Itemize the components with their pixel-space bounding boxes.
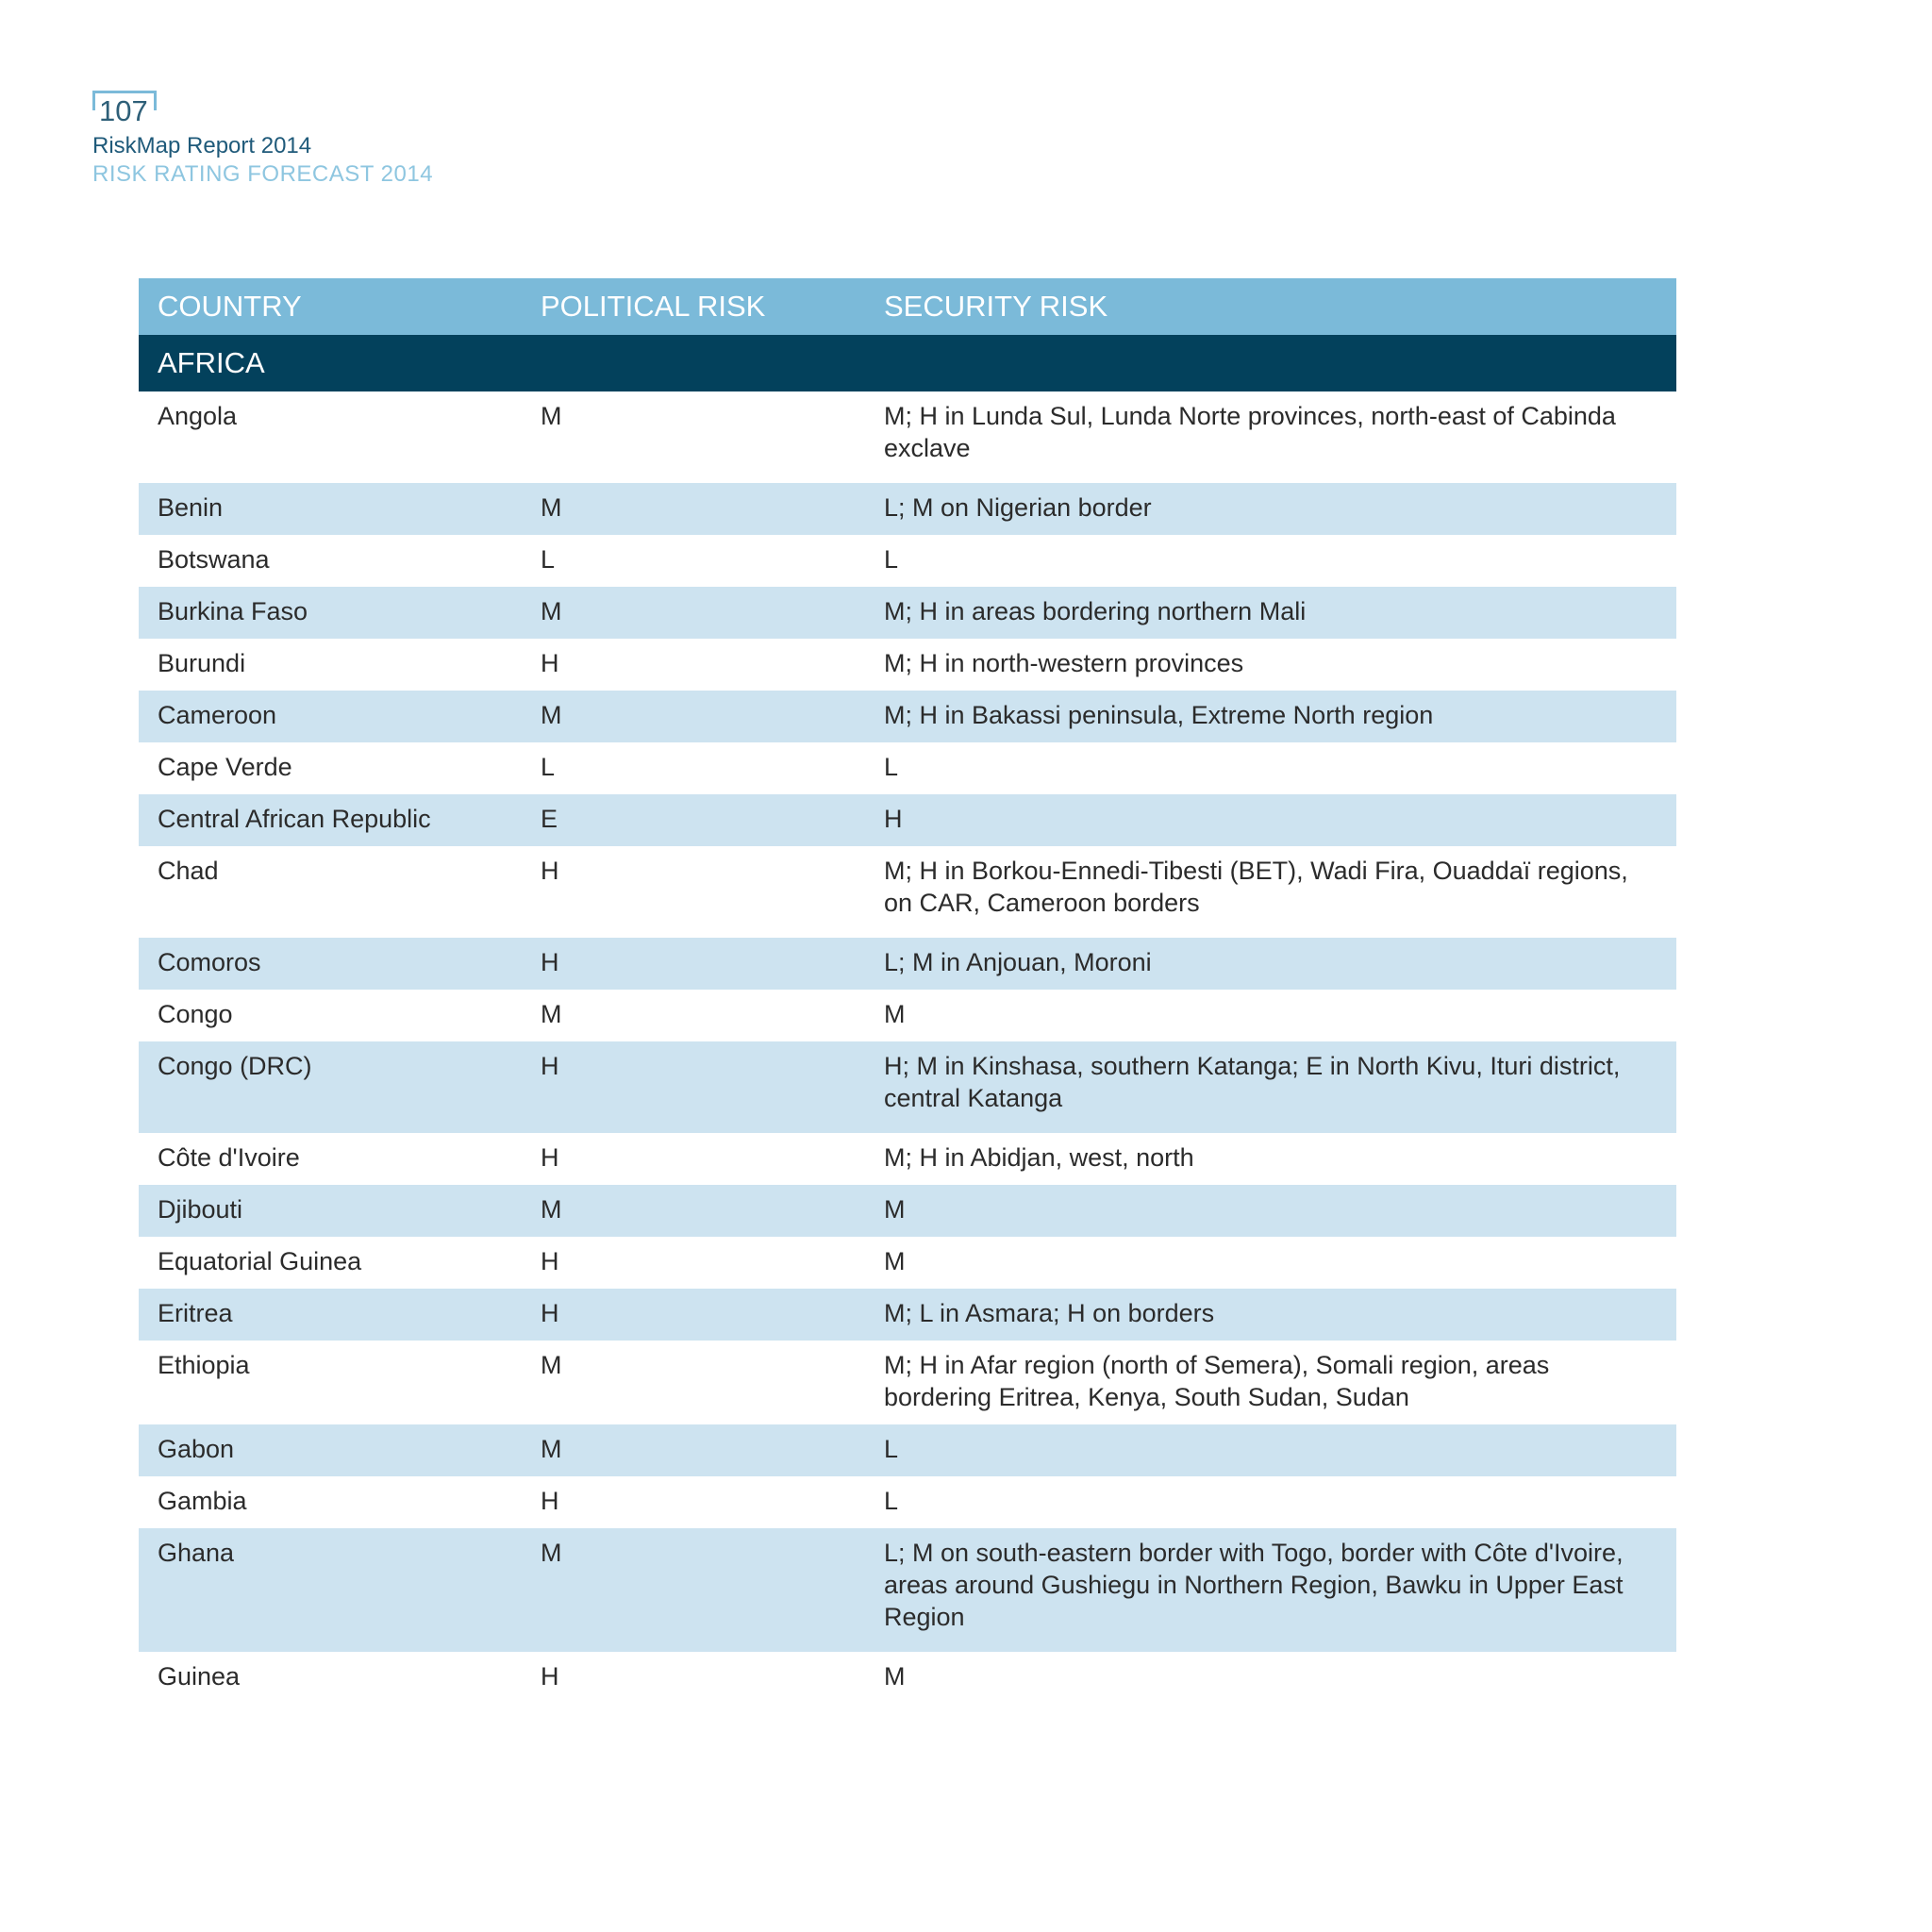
- country-cell: Ethiopia: [139, 1341, 522, 1424]
- political-risk-cell: M: [522, 391, 865, 483]
- security-risk-cell: L: [865, 742, 1676, 794]
- security-risk-cell: M; H in Bakassi peninsula, Extreme North region: [865, 691, 1676, 742]
- political-risk-cell: H: [522, 846, 865, 938]
- table-row: [139, 587, 1676, 639]
- security-risk-cell: M; H in Lunda Sul, Lunda Norte provinces, north-east of Cabinda exclave: [865, 391, 1676, 483]
- page-number-box: [92, 91, 157, 127]
- country-cell: Cameroon: [139, 691, 522, 742]
- political-risk-cell: H: [522, 1476, 865, 1528]
- political-risk-cell: M: [522, 483, 865, 535]
- security-risk-cell: L; M on Nigerian border: [865, 483, 1676, 535]
- table-row: [139, 846, 1676, 938]
- security-risk-cell: M: [865, 1237, 1676, 1289]
- political-risk-cell: E: [522, 794, 865, 846]
- table-row: [139, 794, 1676, 846]
- country-cell: Chad: [139, 846, 522, 938]
- political-risk-cell: H: [522, 639, 865, 691]
- political-risk-cell: M: [522, 990, 865, 1041]
- country-cell: Cape Verde: [139, 742, 522, 794]
- security-risk-cell: M; H in Borkou-Ennedi-Tibesti (BET), Wadi Fira, Ouaddaï regions, on CAR, Cameroon borders: [865, 846, 1676, 938]
- table-row: [139, 1289, 1676, 1341]
- table-row: [139, 938, 1676, 990]
- political-risk-cell: M: [522, 1528, 865, 1652]
- report-subtitle: RISK RATING FORECAST 2014: [92, 161, 434, 187]
- security-risk-cell: M: [865, 990, 1676, 1041]
- political-risk-cell: L: [522, 535, 865, 587]
- country-cell: Congo: [139, 990, 522, 1041]
- security-risk-cell: L: [865, 1476, 1676, 1528]
- country-cell: Central African Republic: [139, 794, 522, 846]
- country-cell: Gambia: [139, 1476, 522, 1528]
- country-cell: Guinea: [139, 1652, 522, 1704]
- security-risk-cell: L; M in Anjouan, Moroni: [865, 938, 1676, 990]
- table-row: [139, 1185, 1676, 1237]
- political-risk-cell: M: [522, 587, 865, 639]
- table-row: [139, 1341, 1676, 1424]
- security-risk-cell: M: [865, 1185, 1676, 1237]
- security-risk-cell: M; L in Asmara; H on borders: [865, 1289, 1676, 1341]
- security-risk-cell: M; H in Abidjan, west, north: [865, 1133, 1676, 1185]
- table-row: [139, 639, 1676, 691]
- security-risk-cell: L: [865, 535, 1676, 587]
- political-risk-cell: H: [522, 938, 865, 990]
- column-header-country: COUNTRY: [139, 278, 522, 335]
- country-cell: Equatorial Guinea: [139, 1237, 522, 1289]
- political-risk-cell: H: [522, 1289, 865, 1341]
- political-risk-cell: M: [522, 691, 865, 742]
- country-cell: Eritrea: [139, 1289, 522, 1341]
- column-header-political-risk: POLITICAL RISK: [522, 278, 865, 335]
- security-risk-cell: L: [865, 1424, 1676, 1476]
- table-row: [139, 1652, 1676, 1704]
- country-cell: Ghana: [139, 1528, 522, 1652]
- table-row: [139, 691, 1676, 742]
- security-risk-cell: M; H in Afar region (north of Semera), Somali region, areas bordering Eritrea, Kenya, South Sudan, Sudan: [865, 1341, 1676, 1424]
- table-row: [139, 483, 1676, 535]
- region-row: [139, 335, 1676, 391]
- country-cell: Djibouti: [139, 1185, 522, 1237]
- political-risk-cell: H: [522, 1133, 865, 1185]
- risk-rating-table: [139, 278, 1676, 1704]
- political-risk-cell: H: [522, 1041, 865, 1133]
- political-risk-cell: H: [522, 1652, 865, 1704]
- security-risk-cell: M; H in north-western provinces: [865, 639, 1676, 691]
- table-row: [139, 990, 1676, 1041]
- political-risk-cell: M: [522, 1424, 865, 1476]
- region-label: AFRICA: [139, 335, 1676, 391]
- table-row: [139, 742, 1676, 794]
- country-cell: Comoros: [139, 938, 522, 990]
- table-row: [139, 1237, 1676, 1289]
- security-risk-cell: L; M on south-eastern border with Togo, border with Côte d'Ivoire, areas around Gushiegu in Northern Region, Bawku in Upper East Region: [865, 1528, 1676, 1652]
- table-row: [139, 1424, 1676, 1476]
- table-row: [139, 391, 1676, 483]
- security-risk-cell: M; H in areas bordering northern Mali: [865, 587, 1676, 639]
- table-header-row: [139, 278, 1676, 335]
- column-header-security-risk: SECURITY RISK: [865, 278, 1676, 335]
- table-row: [139, 1041, 1676, 1133]
- table-row: [139, 1133, 1676, 1185]
- political-risk-cell: M: [522, 1185, 865, 1237]
- country-cell: Congo (DRC): [139, 1041, 522, 1133]
- country-cell: Botswana: [139, 535, 522, 587]
- political-risk-cell: H: [522, 1237, 865, 1289]
- country-cell: Angola: [139, 391, 522, 483]
- table-row: [139, 1528, 1676, 1652]
- page-number: 107: [99, 94, 148, 127]
- security-risk-cell: H: [865, 794, 1676, 846]
- table-row: [139, 535, 1676, 587]
- country-cell: Burkina Faso: [139, 587, 522, 639]
- security-risk-cell: M: [865, 1652, 1676, 1704]
- country-cell: Benin: [139, 483, 522, 535]
- political-risk-cell: L: [522, 742, 865, 794]
- page-header: [92, 91, 433, 189]
- country-cell: Burundi: [139, 639, 522, 691]
- country-cell: Côte d'Ivoire: [139, 1133, 522, 1185]
- report-title: RiskMap Report 2014: [92, 133, 312, 158]
- political-risk-cell: M: [522, 1341, 865, 1424]
- country-cell: Gabon: [139, 1424, 522, 1476]
- security-risk-cell: H; M in Kinshasa, southern Katanga; E in North Kivu, Ituri district, central Katanga: [865, 1041, 1676, 1133]
- table-row: [139, 1476, 1676, 1528]
